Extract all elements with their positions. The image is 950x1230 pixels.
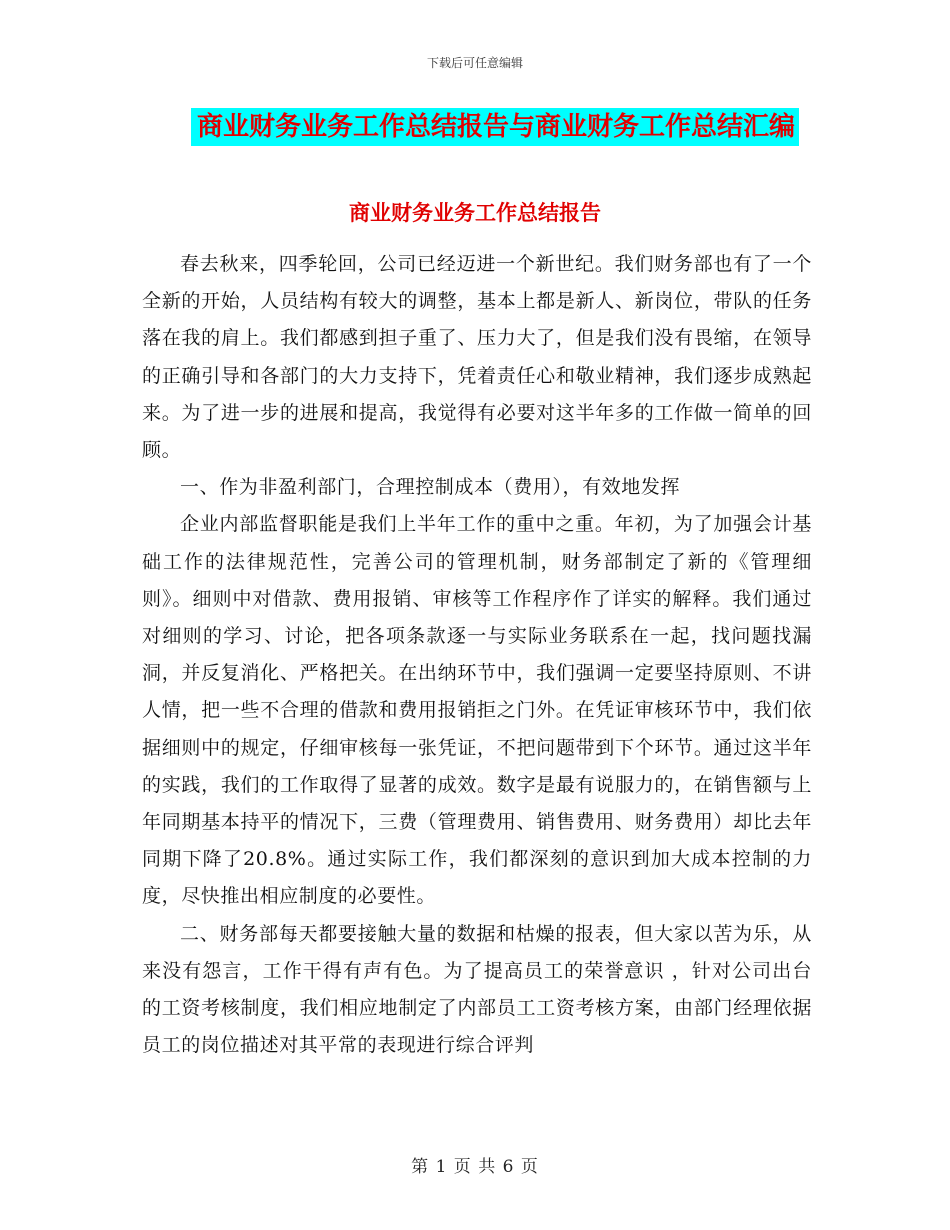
page-header-note: 下载后可任意编辑	[426, 56, 523, 70]
paragraph-intro: 春去秋来，四季轮回，公司已经迈进一个新世纪。我们财务部也有了一个全新的开始，人员结构有较大的调整，基本上都是新人、新岗位，带队的任务落在我的肩上。我们都感到担子重了、压力大了，但是我们没有畏缩，在领导的正确引导和各部门的大力支持下，凭着责任心和敬业精神，我们逐步成熟起来。为了进一步的进展和提高，我觉得有必要对这半年多的工作做一简单的回顾。	[142, 253, 812, 462]
paragraph-point-one-body: 企业内部监督职能是我们上半年工作的重中之重。年初，为了加强会计基础工作的法律规范性，完善公司的管理机制，财务部制定了新的《管理细则》。细则中对借款、费用报销、审核等工作程序作了详实的解释。我们通过对细则的学习、讨论，把各项条款逐一与实际业务联系在一起，找问题找漏洞，并反复消化、严格把关。在出纳环节中，我们强调一定要坚持原则、不讲人情，把一些不合理的借款和费用报销拒之门外。在凭证审核环节中，我们依据细则中的规定，仔细审核每一张凭证，不把问题带到下个环节。通过这半年的实践，我们的工作取得了显著的成效。数字是最有说服力的，在销售额与上年同期基本持平的情况下，三费（管理费用、销售费用、财务费用）却比去年同期下降了20.8%。通过实际工作，我们都深刻的意识到加大成本控制的力度，尽快推出相应制度的必要性。	[142, 513, 812, 908]
document-title: 商业财务业务工作总结报告与商业财务工作总结汇编	[191, 108, 799, 146]
page-footer: 第 1 页 共 6 页	[411, 1157, 539, 1177]
body-text	[142, 246, 812, 1064]
document-title-container	[0, 108, 950, 146]
paragraph-point-one-heading: 一、作为非盈利部门，合理控制成本（费用），有效地发挥	[180, 476, 681, 499]
paragraph-point-two: 二、财务部每天都要接触大量的数据和枯燥的报表，但大家以苦为乐，从来没有怨言，工作干得有声有色。为了提高员工的荣誉意识 ，针对公司出台的工资考核制度，我们相应地制定了内部员工工资考核方案，由部门经理依据员工的岗位描述对其平常的表现进行综合评判	[142, 922, 812, 1057]
section-title: 商业财务业务工作总结报告	[349, 201, 601, 225]
